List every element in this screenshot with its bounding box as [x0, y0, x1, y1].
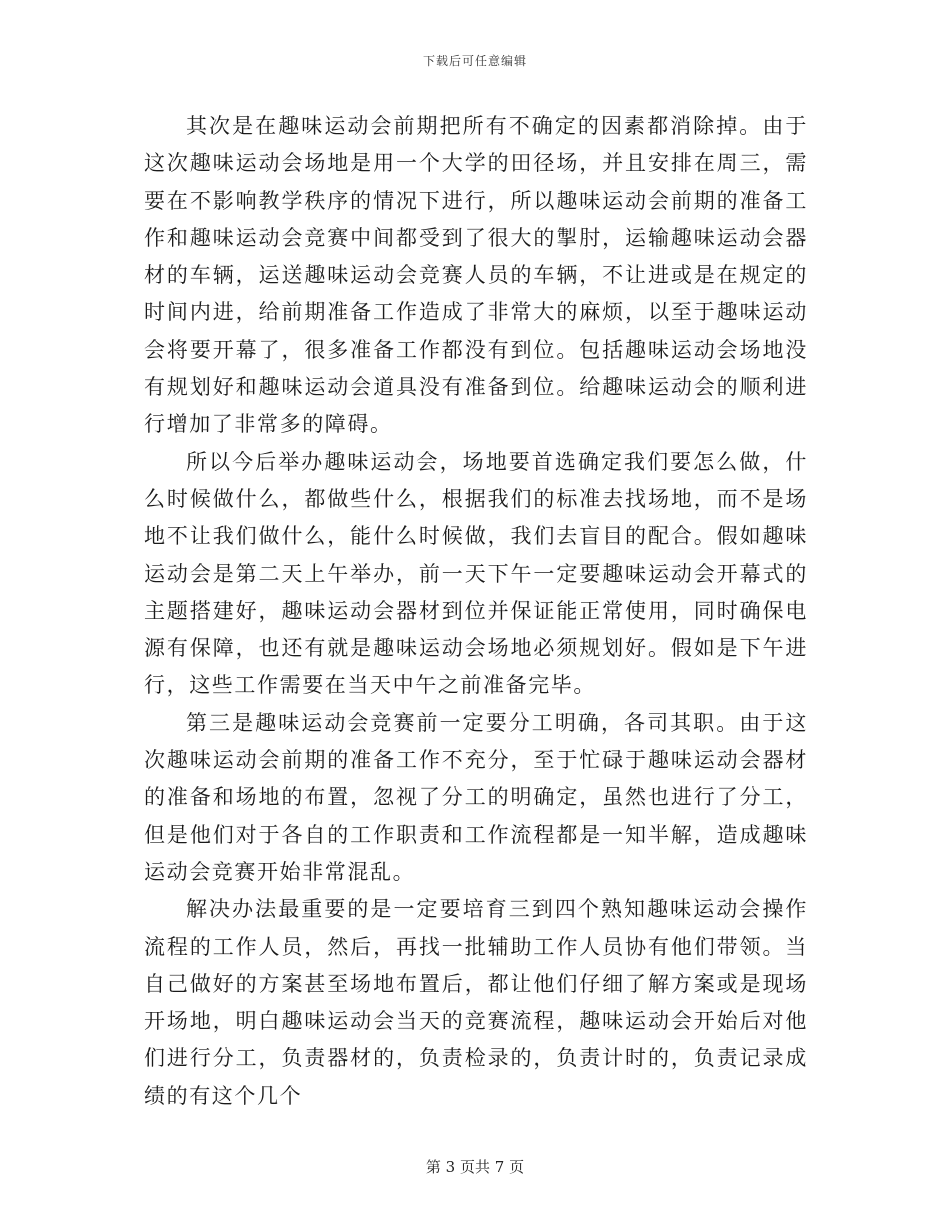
- paragraph-1: 其次是在趣味运动会前期把所有不确定的因素都消除掉。由于这次趣味运动会场地是用一个大学的田径场，并且安排在周三，需要在不影响教学秩序的情况下进行，所以趣味运动会前期的准备工作和趣味运动会竞赛中间都受到了很大的掣肘，运输趣味运动会器材的车辆，运送趣味运动会竞赛人员的车辆，不让进或是在规定的时间内进，给前期准备工作造成了非常大的麻烦，以至于趣味运动会将要开幕了，很多准备工作都没有到位。包括趣味运动会场地没有规划好和趣味运动会道具没有准备到位。给趣味运动会的顺利进行增加了非常多的障碍。: [144, 114, 808, 437]
- paragraph-4: 解决办法最重要的是一定要培育三到四个熟知趣味运动会操作流程的工作人员，然后，再找一批辅助工作人员协有他们带领。当自己做好的方案甚至场地布置后，都让他们仔细了解方案或是现场开场地，明白趣味运动会当天的竞赛流程，趣味运动会开始后对他们进行分工，负责器材的，负责检录的，负责计时的，负责记录成绩的有这个几个: [144, 897, 808, 1108]
- paragraph-2: 所以今后举办趣味运动会，场地要首选确定我们要怎么做，什么时候做什么，都做些什么，根据我们的标准去找场地，而不是场地不让我们做什么，能什么时候做，我们去盲目的配合。假如趣味运动会是第二天上午举办，前一天下午一定要趣味运动会开幕式的主题搭建好，趣味运动会器材到位并保证能正常使用，同时确保电源有保障，也还有就是趣味运动会场地必须规划好。假如是下午进行，这些工作需要在当天中午之前准备完毕。: [144, 449, 808, 698]
- page-number: 第 3 页共 7 页: [425, 1158, 525, 1176]
- page-header-note: 下载后可任意编辑: [422, 54, 527, 68]
- document-body: [144, 108, 808, 1115]
- paragraph-3: 第三是趣味运动会竞赛前一定要分工明确，各司其职。由于这次趣味运动会前期的准备工作不充分，至于忙碌于趣味运动会器材的准备和场地的布置，忽视了分工的明确定，虽然也进行了分工，但是他们对于各自的工作职责和工作流程都是一知半解，造成趣味运动会竞赛开始非常混乱。: [144, 710, 808, 884]
